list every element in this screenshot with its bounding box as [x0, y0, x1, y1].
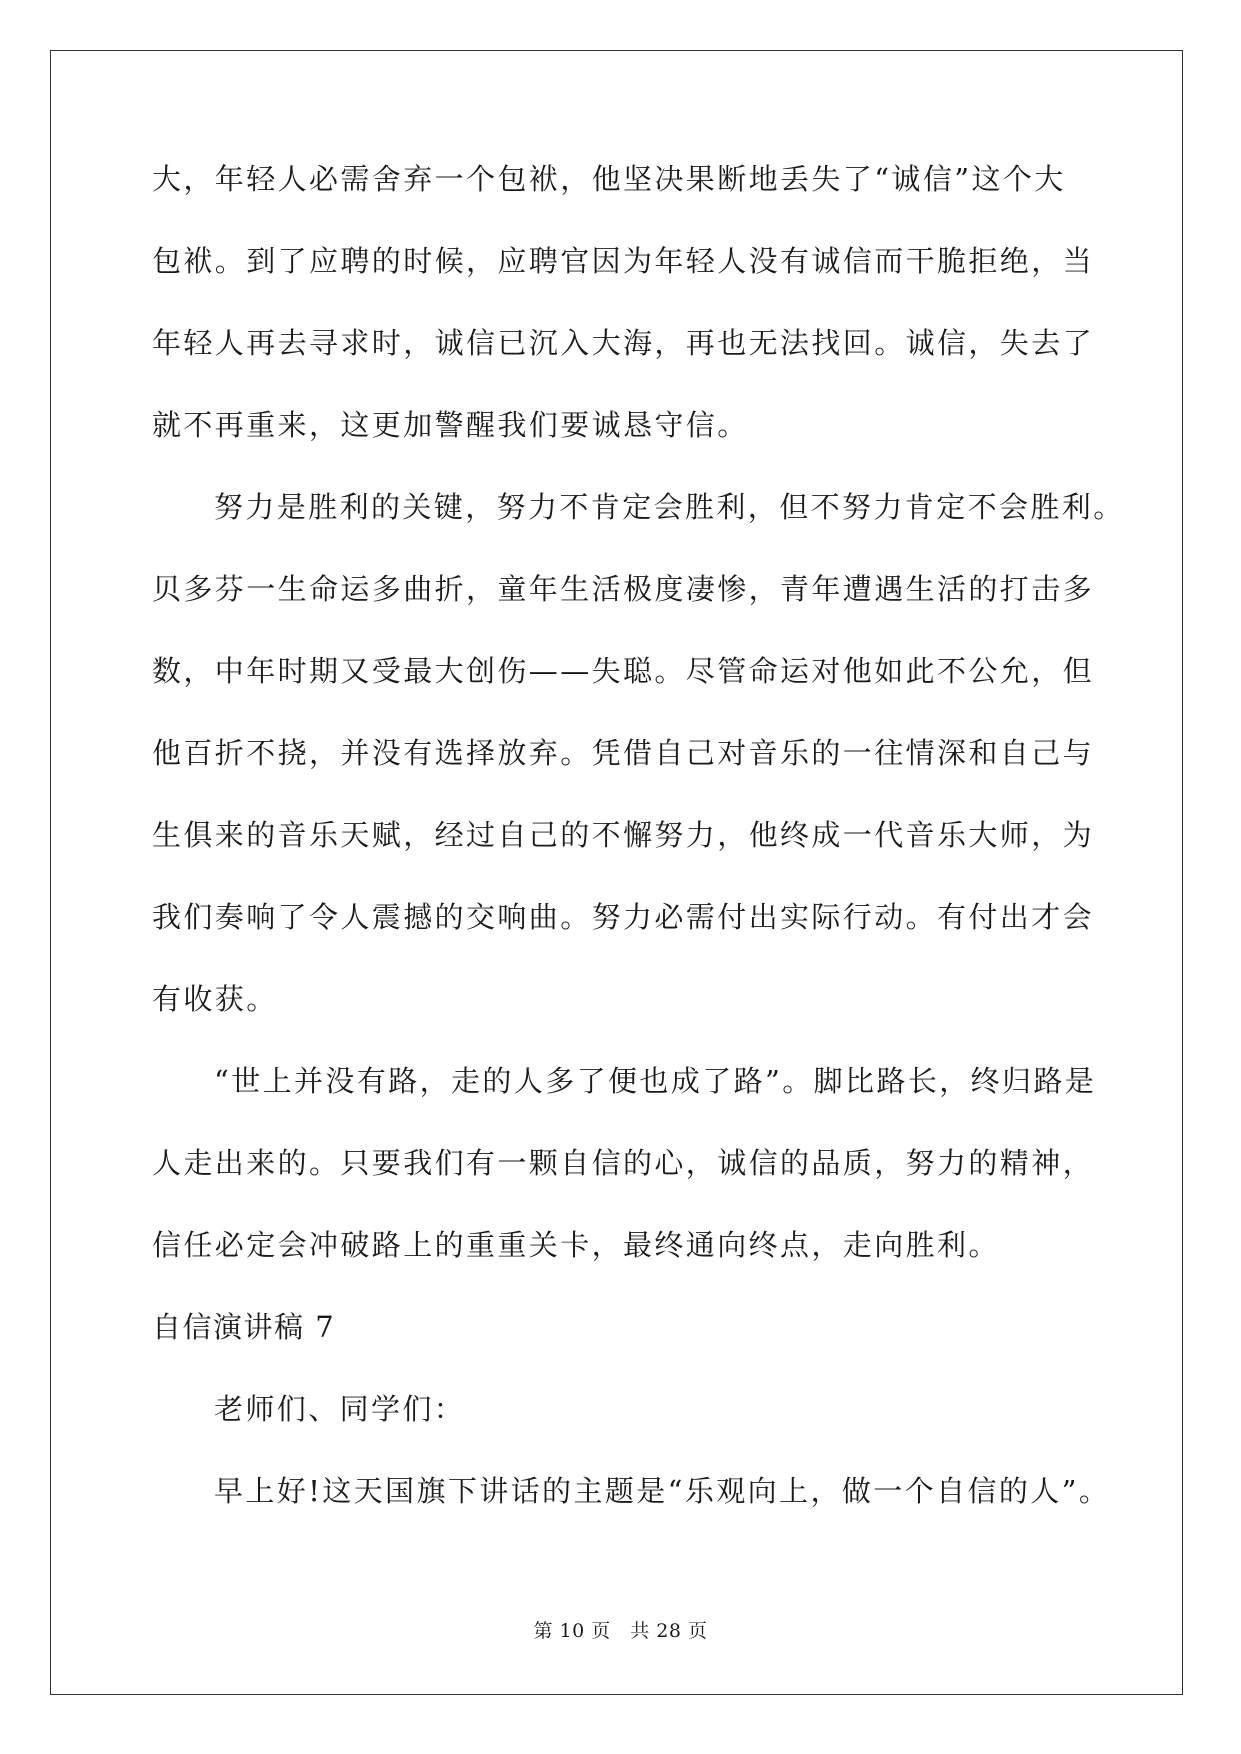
- page-footer: 第 10 页 共 28 页: [533, 1620, 708, 1642]
- salutation: 老师们、同学们：: [214, 1392, 466, 1426]
- paragraph-start-line: 早上好!这天国旗下讲话的主题是“乐观向上，做一个自信的人”。: [214, 1474, 1111, 1508]
- text-line: 年轻人再去寻求时，诚信已沉入大海，再也无法找回。诚信，失去了: [152, 326, 1095, 360]
- text-line: 信任必定会冲破路上的重重关卡，最终通向终点，走向胜利。: [152, 1228, 1000, 1262]
- text-line: 数，中年时期又受最大创伤——失聪。尽管命运对他如此不公允，但: [152, 654, 1095, 688]
- section-heading: 自信演讲稿 7: [152, 1310, 336, 1344]
- paragraph-start-line: 努力是胜利的关键，努力不肯定会胜利，但不努力肯定不会胜利。: [214, 490, 1125, 524]
- paragraph-start-line: “世上并没有路，走的人多了便也成了路”。脚比路长，终归路是: [214, 1064, 1097, 1098]
- text-line: 人走出来的。只要我们有一颗自信的心，诚信的品质，努力的精神，: [152, 1146, 1095, 1180]
- text-line: 大，年轻人必需舍弃一个包袱，他坚决果断地丢失了“诚信”这个大: [152, 162, 1066, 196]
- text-line: 贝多芬一生命运多曲折，童年生活极度凄惨，青年遭遇生活的打击多: [152, 572, 1095, 606]
- text-line: 他百折不挠，并没有选择放弃。凭借自己对音乐的一往情深和自己与: [152, 736, 1095, 770]
- text-line: 生俱来的音乐天赋，经过自己的不懈努力，他终成一代音乐大师，为: [152, 818, 1095, 852]
- text-line: 我们奏响了令人震撼的交响曲。努力必需付出实际行动。有付出才会: [152, 900, 1095, 934]
- text-line: 包袱。到了应聘的时候，应聘官因为年轻人没有诚信而干脆拒绝，当: [152, 244, 1095, 278]
- text-line: 就不再重来，这更加警醒我们要诚恳守信。: [152, 408, 749, 442]
- document-body: [152, 162, 1125, 1556]
- text-line: 有收获。: [152, 982, 278, 1016]
